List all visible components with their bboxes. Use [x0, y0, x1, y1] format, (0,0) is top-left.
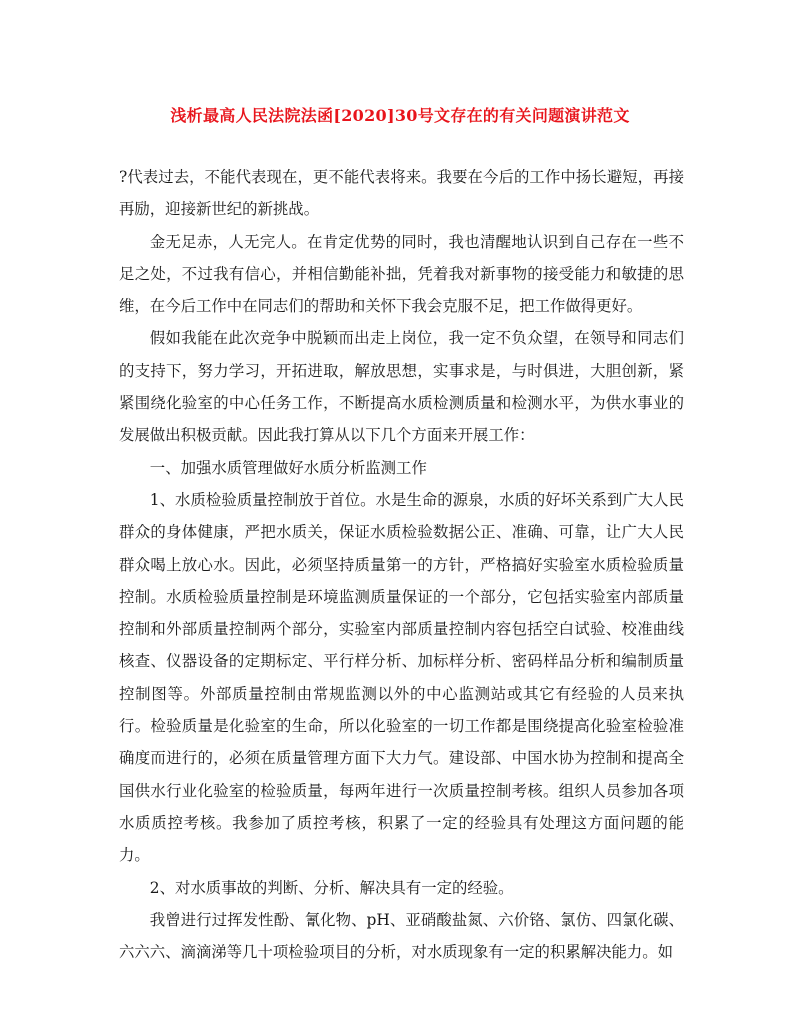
document-title: 浅析最高人民法院法函[2020]30号文存在的有关问题演讲范文 [170, 106, 630, 125]
paragraph-5: 我曾进行过挥发性酚、氰化物、pH、亚硝酸盐氮、六价铬、氯仿、四氯化碳、六六六、滴滴涕等几十项检验项目的分析，对水质现象有一定的积累解决能力。如 [119, 910, 684, 962]
subheading-2: 2、对水质事故的判断、分析、解决具有一定的经验。 [149, 878, 514, 897]
paragraph-4: 1、水质检验质量控制放于首位。水是生命的源泉，水质的好坏关系到广大人民群众的身体健康，严把水质关，保证水质检验数据公正、准确、可靠，让广大人民群众喝上放心水。因此，必须坚持质量第一的方针，严格搞好实验室水质检验质量控制。水质检验质量控制是环境监测质量保证的一个部分，它包括实验室内部质量控制和外部质量控制两个部分，实验室内部质量控制内容包括空白试验、校准曲线核查、仪器设备的定期标定、平行样分析、加标样分析、密码样品分析和编制质量控制图等。外部质量控制由常规监测以外的中心监测站或其它有经验的人员来执行。检验质量是化验室的生命，所以化验室的一切工作都是围绕提高化验室检验准确度而进行的，必须在质量管理方面下大力气。建设部、中国水协为控制和提高全国供水行业化验室的检验质量，每两年进行一次质量控制考核。组织人员参加各项水质质控考核。我参加了质控考核，积累了一定的经验具有处理这方面问题的能力。 [119, 490, 684, 865]
paragraph-1: ?代表过去，不能代表现在，更不能代表将来。我要在今后的工作中扬长避短，再接再励，迎接新世纪的新挑战。 [119, 168, 684, 219]
paragraph-3: 假如我能在此次竞争中脱颖而出走上岗位，我一定不负众望，在领导和同志们的支持下，努力学习，开拓进取，解放思想，实事求是，与时俱进，大胆创新，紧紧围绕化验室的中心任务工作，不断提高水质检测质量和检测水平，为供水事业的发展做出积极贡献。因此我打算从以下几个方面来开展工作： [119, 329, 684, 445]
document-body [119, 161, 684, 968]
section-heading-1: 一、加强水质管理做好水质分析监测工作 [149, 458, 427, 477]
paragraph-2: 金无足赤，人无完人。在肯定优势的同时，我也清醒地认识到自己存在一些不足之处，不过我有信心，并相信勤能补拙，凭着我对新事物的接受能力和敏捷的思维，在今后工作中在同志们的帮助和关怀下我会克服不足，把工作做得更好。 [119, 232, 684, 316]
